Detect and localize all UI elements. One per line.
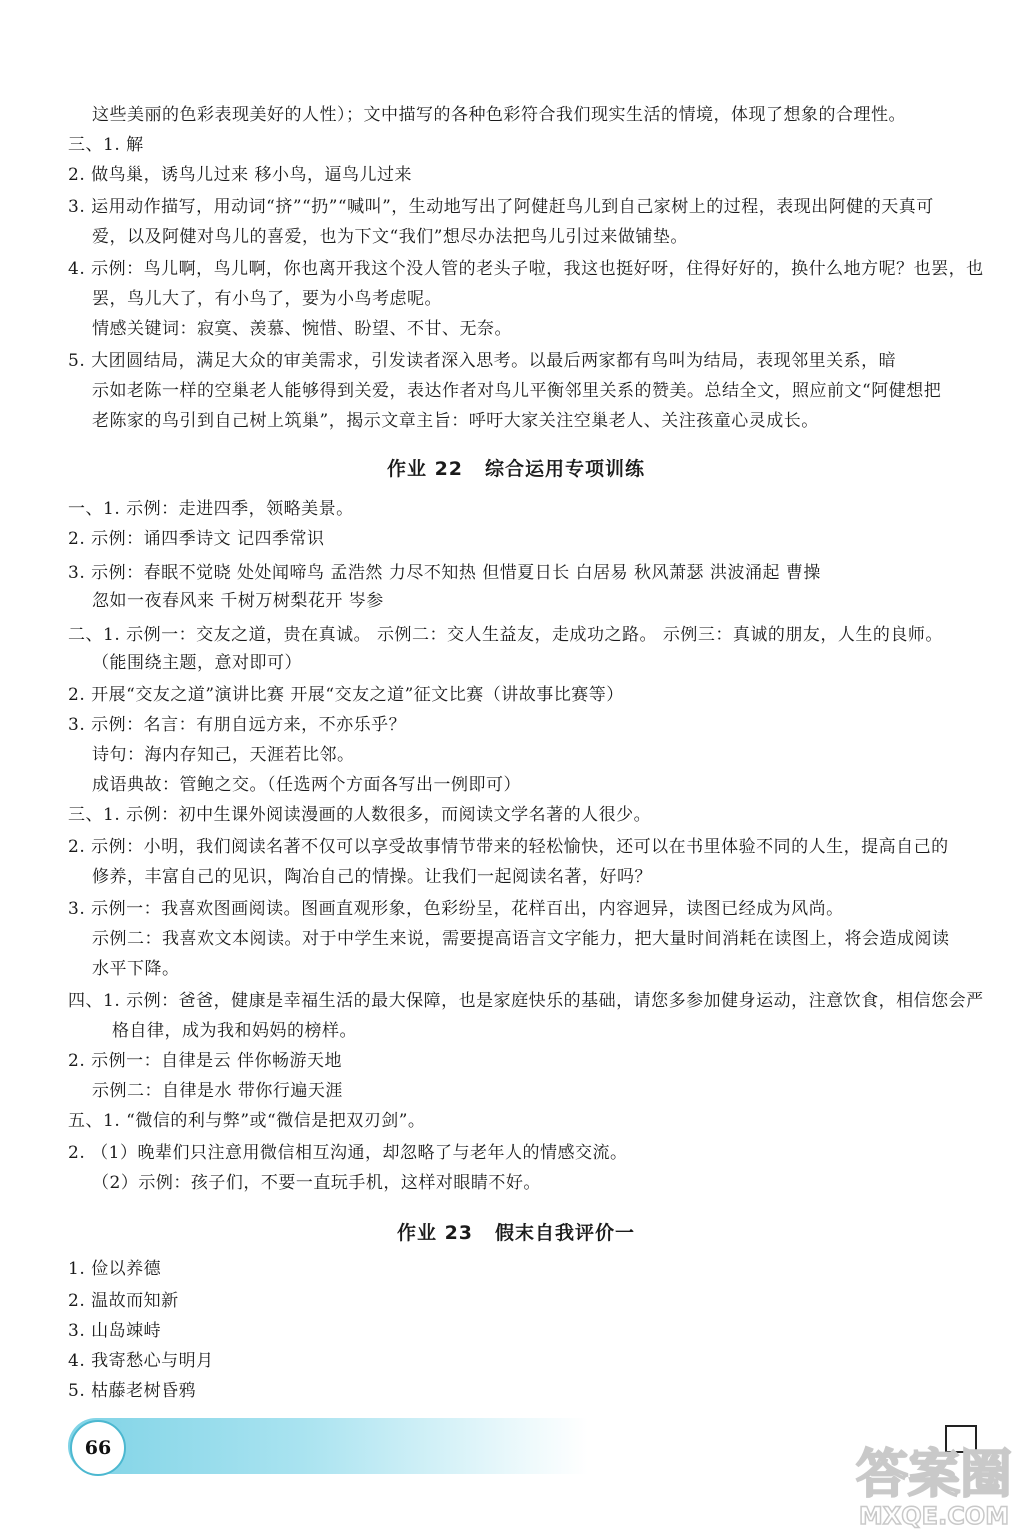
section-title (0, 454, 1032, 481)
text-line: 3. 示例：春眠不觉晓 处处闻啼鸟 孟浩然 力尽不知热 但惜夏日长 白居易 秋风萧瑟 洪波涌起 曹操 (68, 563, 821, 583)
text-line: （2）示例：孩子们，不要一直玩手机，这样对眼睛不好。 (92, 1173, 541, 1193)
text-line: 忽如一夜春风来 千树万树梨花开 岑参 (92, 591, 384, 611)
text-line: 5. 枯藤老树昏鸦 (68, 1381, 197, 1401)
text-line: 3. 示例一：我喜欢图画阅读。图画直观形象，色彩纷呈，花样百出，内容迥异，读图已经成为风尚。 (68, 899, 844, 919)
section-number: 作业 22 (386, 458, 464, 480)
text-line: 2. 温故而知新 (68, 1291, 179, 1311)
text-line: 4. 我寄愁心与明月 (68, 1351, 214, 1371)
section-title (0, 1218, 1032, 1245)
section-name: 假末自我评价一 (495, 1222, 636, 1244)
page-footer-bar (68, 1418, 588, 1474)
watermark-url: MXQE.COM (858, 1502, 1010, 1530)
text-line: 情感关键词：寂寞、羡慕、惋惜、盼望、不甘、无奈。 (92, 319, 512, 339)
text-line: 示例二：我喜欢文本阅读。对于中学生来说，需要提高语言文字能力，把大量时间消耗在读图上，将会造成阅读 (92, 929, 950, 949)
text-line: 2. 示例：小明，我们阅读名著不仅可以享受故事情节带来的轻松愉快，还可以在书里体验不同的人生，提高自己的 (68, 837, 949, 857)
text-line: 3. 运用动作描写，用动词“挤”“扔”“喊叫”，生动地写出了阿健赶鸟儿到自己家树上的过程，表现出阿健的天真可 (68, 197, 934, 217)
text-line: 3. 示例：名言：有朋自远方来，不亦乐乎？ (68, 715, 407, 735)
text-line: 3. 山岛竦峙 (68, 1321, 162, 1341)
text-line: 爱，以及阿健对鸟儿的喜爱，也为下文“我们”想尽办法把鸟儿引过来做铺垫。 (92, 227, 688, 247)
text-line: 修养，丰富自己的见识，陶冶自己的情操。让我们一起阅读名著，好吗？ (92, 867, 652, 887)
text-line: 水平下降。 (92, 959, 180, 979)
text-line: 示如老陈一样的空巢老人能够得到关爱，表达作者对鸟儿平衡邻里关系的赞美。总结全文，照应前文“阿健想把 (92, 381, 942, 401)
page-number (70, 1420, 126, 1476)
text-line: 2. 示例：诵四季诗文 记四季常识 (68, 529, 325, 549)
text-line: 1. 俭以养德 (68, 1259, 162, 1279)
text-line: 2. 做鸟巢，诱鸟儿过来 移小鸟，逼鸟儿过来 (68, 165, 413, 185)
text-line: 格自律，成为我和妈妈的榜样。 (112, 1021, 357, 1041)
text-line: 2. （1）晚辈们只注意用微信相互沟通，却忽略了与老年人的情感交流。 (68, 1143, 628, 1163)
text-line: 老陈家的鸟引到自己树上筑巢”，揭示文章主旨：呼吁大家关注空巢老人、关注孩童心灵成长。 (92, 411, 819, 431)
text-line: 诗句：海内存知己，天涯若比邻。 (92, 745, 355, 765)
text-line: 四、1. 示例：爸爸，健康是幸福生活的最大保障，也是家庭快乐的基础，请您多参加健身运动，注意饮食，相信您会严 (68, 991, 984, 1011)
section-number: 作业 23 (396, 1222, 474, 1244)
text-line: 三、1. 解 (68, 135, 144, 155)
text-line: 三、1. 示例：初中生课外阅读漫画的人数很多，而阅读文学名著的人很少。 (68, 805, 652, 825)
text-line: （能围绕主题，意对即可） (92, 653, 302, 673)
watermark-logo (836, 1420, 1032, 1532)
text-line: 5. 大团圆结局，满足大众的审美需求，引发读者深入思考。以最后两家都有鸟叫为结局，表现邻里关系，暗 (68, 351, 897, 371)
page-number-text: 66 (84, 1437, 112, 1459)
text-line: 2. 开展“交友之道”演讲比赛 开展“交友之道”征文比赛（讲故事比赛等） (68, 685, 624, 705)
section-name: 综合运用专项训练 (485, 458, 646, 480)
text-line: 一、1. 示例：走进四季，领略美景。 (68, 499, 354, 519)
text-line: 罢，鸟儿大了，有小鸟了，要为小鸟考虑呢。 (92, 289, 442, 309)
text-line: 二、1. 示例一：交友之道，贵在真诚。 示例二：交人生益友，走成功之路。 示例三：真诚的朋友，人生的良师。 (68, 625, 943, 645)
text-line: 2. 示例一：自律是云 伴你畅游天地 (68, 1051, 343, 1071)
text-line: 4. 示例：鸟儿啊，鸟儿啊，你也离开我这个没人管的老头子啦，我这也挺好呀，住得好好的，换什么地方呢？也罢，也 (68, 259, 984, 279)
text-line: 示例二：自律是水 带你行遍天涯 (92, 1081, 343, 1101)
text-line: 这些美丽的色彩表现美好的人性）；文中描写的各种色彩符合我们现实生活的情境，体现了想象的合理性。 (92, 105, 906, 125)
text-line: 成语典故：管鲍之交。（任选两个方面各写出一例即可） (92, 775, 521, 795)
watermark-text: 答案圈 (855, 1445, 1013, 1505)
text-line: 五、1. “微信的利与弊”或“微信是把双刃剑”。 (68, 1111, 426, 1131)
